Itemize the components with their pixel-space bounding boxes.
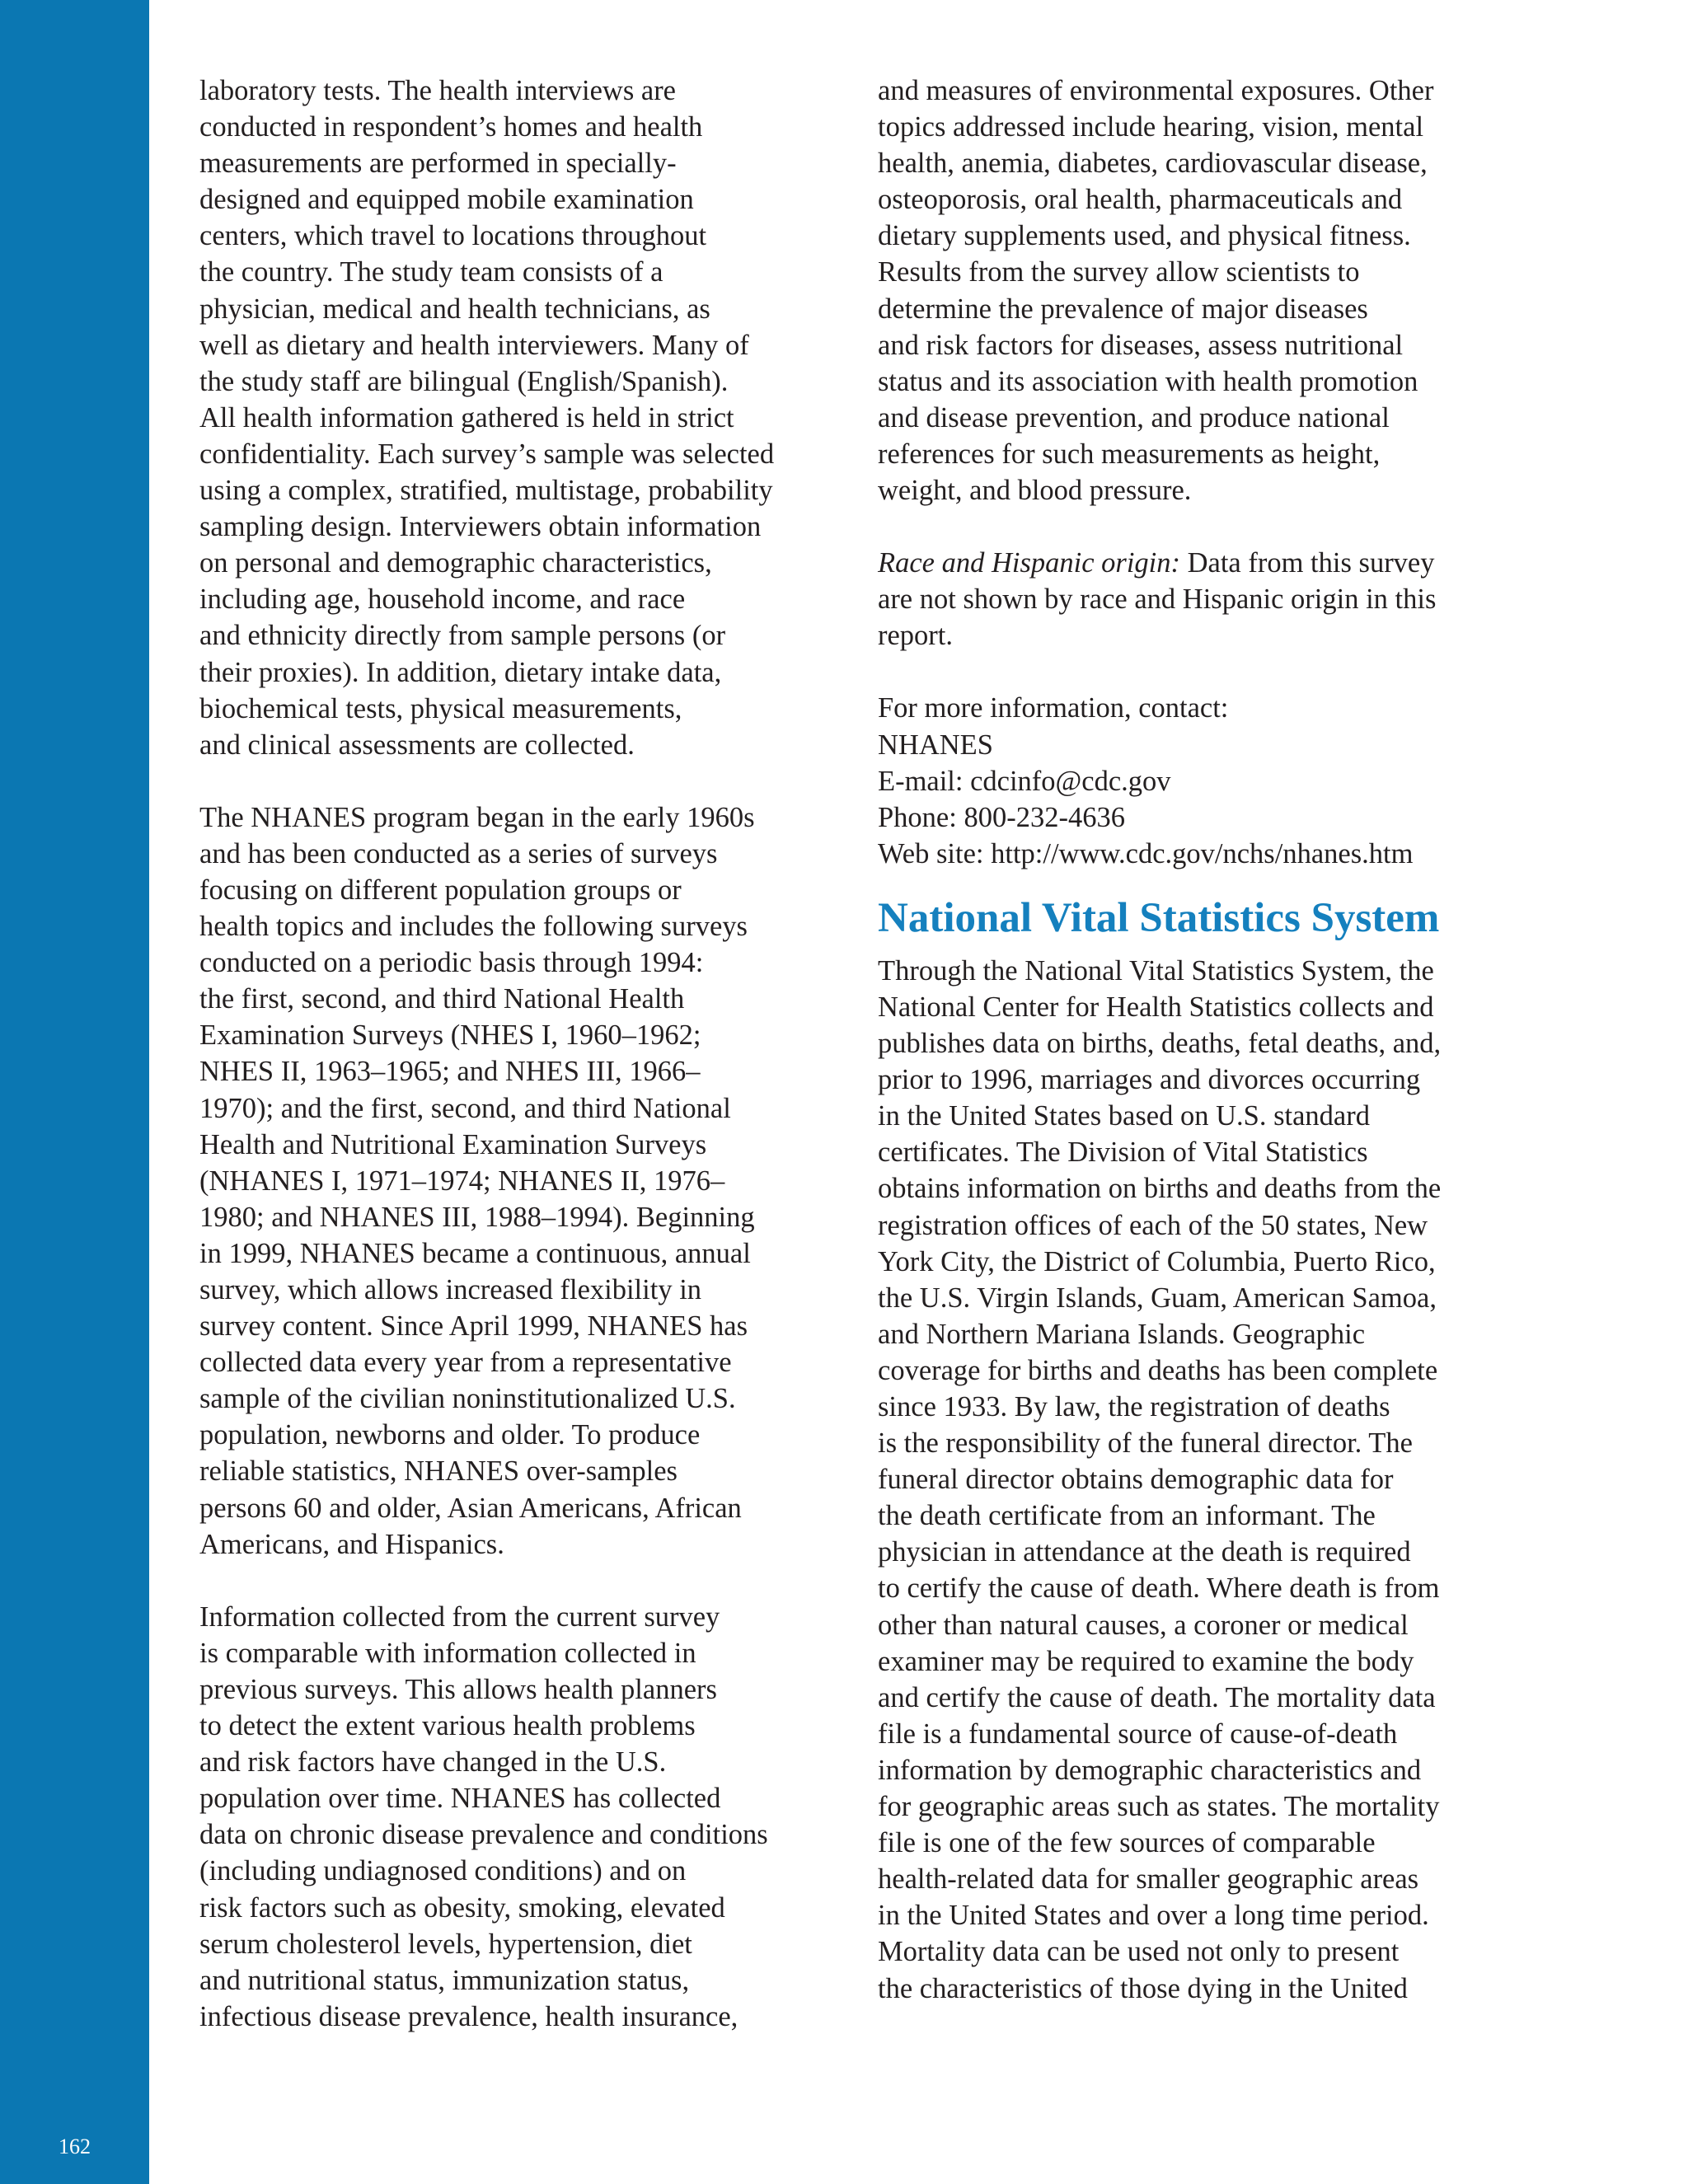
text-line: and certify the cause of death. The mortality data [878,1681,1436,1713]
text-line: sampling design. Interviewers obtain information [199,511,762,543]
text-line: to detect the extent various health problems [199,1710,696,1742]
text-line: the study staff are bilingual (English/Spanish). [199,365,729,397]
contact-intro: For more information, contact: [878,692,1229,724]
text-line: Mortality data can be used not only to present [878,1936,1400,1968]
text-line: to certify the cause of death. Where death is from [878,1572,1440,1605]
text-line: The NHANES program began in the early 1960s [199,801,755,833]
paragraph-race-hispanic-origin [878,545,1504,654]
text-line: is the responsibility of the funeral director. The [878,1427,1413,1460]
text-line: conducted on a periodic basis through 1994: [199,947,704,979]
text-line: and has been conducted as a series of surveys [199,837,718,869]
text-line: and risk factors for diseases, assess nutritional [878,329,1404,361]
paragraph-nhanes-topics [878,73,1504,509]
text-line: All health information gathered is held in strict [199,401,734,434]
text-line: persons 60 and older, Asian Americans, African [199,1492,742,1524]
text-line: infectious disease prevalence, health insurance, [199,2000,738,2032]
text-line: Health and Nutritional Examination Surveys [199,1128,707,1160]
contact-block [878,690,1504,871]
text-line: measurements are performed in specially- [199,148,677,180]
text-line: status and its association with health promotion [878,365,1418,397]
text-line: and nutritional status, immunization status, [199,1964,690,1996]
text-line: (NHANES I, 1971–1974; NHANES II, 1976– [199,1165,725,1197]
text-line: 1980; and NHANES III, 1988–1994). Beginning [199,1201,755,1233]
text-line: Information collected from the current survey [199,1601,720,1633]
text-line: and risk factors have changed in the U.S. [199,1746,667,1779]
text-line: data on chronic disease prevalence and conditions [199,1819,768,1851]
text-line: survey content. Since April 1999, NHANES has [199,1310,748,1343]
page-number: 162 [59,2135,91,2158]
text-line: weight, and blood pressure. [878,475,1192,507]
text-line: the death certificate from an informant. The [878,1500,1376,1532]
contact-website: Web site: http://www.cdc.gov/nchs/nhanes.htm [878,837,1414,869]
text-line: other than natural causes, a coroner or medical [878,1609,1409,1641]
text-line: for geographic areas such as states. The mortality [878,1791,1440,1823]
text-line: prior to 1996, marriages and divorces occurring [878,1064,1421,1096]
text-line: health topics and includes the following surveys [199,911,748,943]
text-line: risk factors such as obesity, smoking, elevated [199,1891,725,1924]
paragraph-nhanes-methods [199,73,834,763]
text-line: survey, which allows increased flexibility in [199,1274,702,1305]
text-line: determine the prevalence of major diseases [878,293,1368,325]
text-line: designed and equipped mobile examination [199,184,694,216]
text-line: certificates. The Division of Vital Statistics [878,1137,1368,1169]
text-line: biochemical tests, physical measurements, [199,692,682,724]
text-line: and disease prevention, and produce national [878,401,1390,434]
race-lead-in: Race and Hispanic origin: [878,547,1180,579]
text-line: physician in attendance at the death is required [878,1536,1411,1568]
text-line: conducted in respondent’s homes and health [199,111,703,143]
text-line: well as dietary and health interviewers. Many of [199,329,749,361]
race-line-3: report. [878,620,954,652]
text-line: funeral director obtains demographic data for [878,1464,1394,1496]
text-line: Through the National Vital Statistics System, the [878,954,1434,987]
text-line: centers, which travel to locations throughout [199,220,707,252]
race-line-2: are not shown by race and Hispanic origin in this [878,583,1437,616]
text-line: including age, household income, and race [199,583,686,616]
text-line: file is one of the few sources of comparable [878,1827,1376,1859]
text-line: reliable statistics, NHANES over-samples [199,1455,678,1488]
text-line: registration offices of each of the 50 states, New [878,1209,1428,1241]
text-line: population over time. NHANES has collected [199,1783,721,1815]
text-line: references for such measurements as height, [878,438,1381,470]
text-line: in 1999, NHANES became a continuous, annual [199,1237,751,1269]
text-line: in the United States based on U.S. standard [878,1100,1370,1132]
text-line: since 1933. By law, the registration of deaths [878,1391,1390,1422]
text-line: and ethnicity directly from sample persons (or [199,620,726,652]
text-line: examiner may be required to examine the body [878,1645,1414,1677]
text-line: and Northern Mariana Islands. Geographic [878,1318,1366,1350]
text-line: (including undiagnosed conditions) and on [199,1855,687,1887]
text-line: physician, medical and health technicians, as [199,293,710,325]
text-line: the U.S. Virgin Islands, Guam, American Samoa, [878,1282,1437,1314]
text-line: NHES II, 1963–1965; and NHES III, 1966– [199,1056,701,1088]
text-line: laboratory tests. The health interviews are [199,75,676,106]
text-line: their proxies). In addition, dietary intake data, [199,656,722,688]
text-line: focusing on different population groups or [199,874,682,906]
contact-phone: Phone: 800-232-4636 [878,801,1125,833]
text-line: coverage for births and deaths has been complete [878,1354,1438,1386]
text-line: population, newborns and older. To produce [199,1419,701,1451]
text-line: and clinical assessments are collected. [199,729,635,761]
text-line: and measures of environmental exposures. Other [878,75,1434,106]
text-line: serum cholesterol levels, hypertension, diet [199,1928,692,1960]
text-line: Results from the survey allow scientists to [878,256,1360,288]
text-line: sample of the civilian noninstitutionalized U.S. [199,1383,736,1415]
text-line: topics addressed include hearing, vision, mental [878,111,1424,143]
paragraph-nvss [878,953,1504,2007]
text-line: the country. The study team consists of a [199,256,663,288]
text-line: the characteristics of those dying in the United [878,1972,1408,2004]
text-line: Americans, and Hispanics. [199,1528,504,1560]
text-line: information by demographic characteristics and [878,1754,1422,1786]
text-line: health-related data for smaller geographic areas [878,1863,1419,1896]
text-line: health, anemia, diabetes, cardiovascular disease, [878,148,1428,180]
text-line: confidentiality. Each survey’s sample was selected [199,438,775,470]
text-line: file is a fundamental source of cause-of-death [878,1718,1398,1750]
text-line: Examination Surveys (NHES I, 1960–1962; [199,1019,701,1052]
text-line: in the United States and over a long time period. [878,1900,1429,1932]
text-line: National Center for Health Statistics collects and [878,991,1434,1023]
text-line: York City, the District of Columbia, Puerto Rico, [878,1245,1436,1277]
text-line: previous surveys. This allows health planners [199,1673,717,1705]
text-line: on personal and demographic characteristics, [199,547,712,579]
paragraph-nhanes-history [199,799,834,1563]
text-line: dietary supplements used, and physical fitness. [878,220,1411,252]
right-column [878,73,1504,2007]
text-line: obtains information on births and deaths from the [878,1173,1442,1205]
contact-name: NHANES [878,729,993,761]
contact-email: E-mail: cdcinfo@cdc.gov [878,765,1171,797]
left-column [199,73,834,2035]
text-line: the first, second, and third National Health [199,983,685,1015]
text-line: using a complex, stratified, multistage, probability [199,475,773,507]
section-heading-nvss: National Vital Statistics System [878,894,1440,941]
paragraph-nhanes-comparability [199,1599,834,2035]
text-line: collected data every year from a representative [199,1347,732,1379]
text-line: publishes data on births, deaths, fetal deaths, and, [878,1028,1442,1060]
text-line: osteoporosis, oral health, pharmaceuticals and [878,184,1403,216]
page-sidebar-band [0,0,149,2184]
race-line-1: Race and Hispanic origin: Data from this survey [878,547,1435,579]
text-line: is comparable with information collected in [199,1637,696,1669]
text-line: 1970); and the first, second, and third National [199,1092,731,1124]
